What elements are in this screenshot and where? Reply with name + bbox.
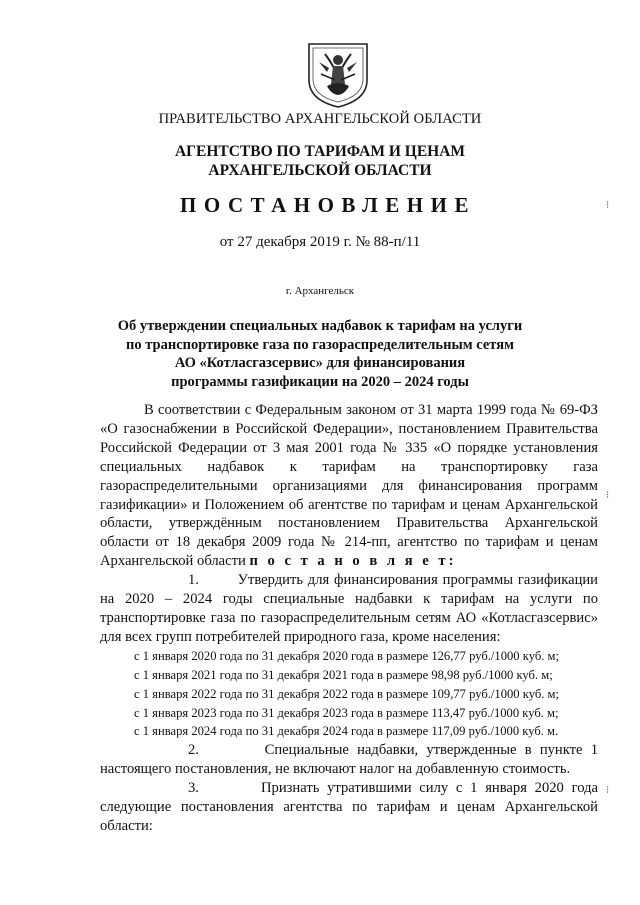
- scan-artifact: ⁝: [606, 200, 610, 211]
- preamble-text: В соответствии с Федеральным законом от 31 марта 1999 года № 69-ФЗ «О газоснабжении в Российской Федерации», постановлением Правительства Российской Федерации от 3 мая 2001 года № 335 «О порядке установления специальных надбавок к тарифам на транспортировку газа газораспределительными организациями для финансирования программ газификации» и Положением об агентстве по тарифам и ценам Архангельской области, утверждённым постановлением Правительства Архангельской области от 18 декабря 2009 года № 214-пп, агентство по тарифам и ценам Архангельской области: [100, 402, 598, 570]
- item-3-number: 3.: [188, 780, 199, 797]
- item-2-number: 2.: [188, 742, 199, 759]
- item-3-paragraph: [100, 779, 598, 836]
- surcharge-2023: с 1 января 2023 года по 31 декабря 2023 года в размере 113,47 руб./1000 куб. м;: [134, 705, 559, 720]
- item-2-paragraph: [100, 741, 598, 779]
- document-date-number: от 27 декабря 2019 г. № 88-п/11: [219, 234, 421, 250]
- surcharge-2024: с 1 января 2024 года по 31 декабря 2024 года в размере 117,09 руб./1000 куб. м.: [134, 724, 559, 739]
- item-1-number: 1.: [188, 572, 199, 589]
- document-subject: [0, 317, 640, 391]
- surcharge-2021: с 1 января 2021 года по 31 декабря 2021 года в размере 98,98 руб./1000 куб. м;: [134, 667, 553, 682]
- government-heading: ПРАВИТЕЛЬСТВО АРХАНГЕЛЬСКОЙ ОБЛАСТИ: [158, 111, 482, 127]
- agency-heading-line1: АГЕНТСТВО ПО ТАРИФАМ И ЦЕНАМ: [174, 143, 466, 160]
- surcharge-2020: с 1 января 2020 года по 31 декабря 2020 года в размере 126,77 руб./1000 куб. м;: [134, 648, 559, 663]
- item-2-text: Специальные надбавки, утвержденные в пункте 1 настоящего постановления, не включают налог на добавленную стоимость.: [100, 742, 598, 778]
- item-3-text: Признать утратившими силу с 1 января 2020 года следующие постановления агентства по тарифам и ценам Архангельской области:: [100, 780, 599, 834]
- scan-artifact: ⁝: [606, 490, 610, 501]
- agency-heading-line2: АРХАНГЕЛЬСКОЙ ОБЛАСТИ: [208, 162, 432, 179]
- decree-word: п о с т а н о в л я е т:: [249, 553, 457, 570]
- document-body: [100, 401, 598, 836]
- document-city: г. Архангельск: [285, 285, 355, 297]
- coat-of-arms-emblem: [305, 40, 371, 110]
- surcharge-list: [100, 647, 598, 742]
- agency-heading: [0, 142, 640, 180]
- item-1-paragraph: [100, 571, 598, 647]
- subject-line4: программы газификации на 2020 – 2024 годы: [171, 373, 469, 390]
- surcharge-2022: с 1 января 2022 года по 31 декабря 2022 года в размере 109,77 руб./1000 куб. м;: [134, 686, 559, 701]
- subject-line3: АО «Котласгазсервис» для финансирования: [174, 355, 466, 371]
- item-1-text: Утвердить для финансирования программы газификации на 2020 – 2024 годы специальные надбавки к тарифам на услуги по транспортировке газа по газораспределительным сетям АО «Котласгазсервис» для всех групп потребителей природного газа, кроме населения:: [100, 572, 598, 645]
- document-type-title: ПОСТАНОВЛЕНИЕ: [180, 193, 476, 217]
- preamble-paragraph: [100, 401, 598, 571]
- subject-line2: по транспортировке газа по газораспределительным сетям: [126, 336, 514, 353]
- subject-line1: Об утверждении специальных надбавок к тарифам на услуги: [117, 318, 523, 334]
- scan-artifact: ⁝: [606, 785, 610, 796]
